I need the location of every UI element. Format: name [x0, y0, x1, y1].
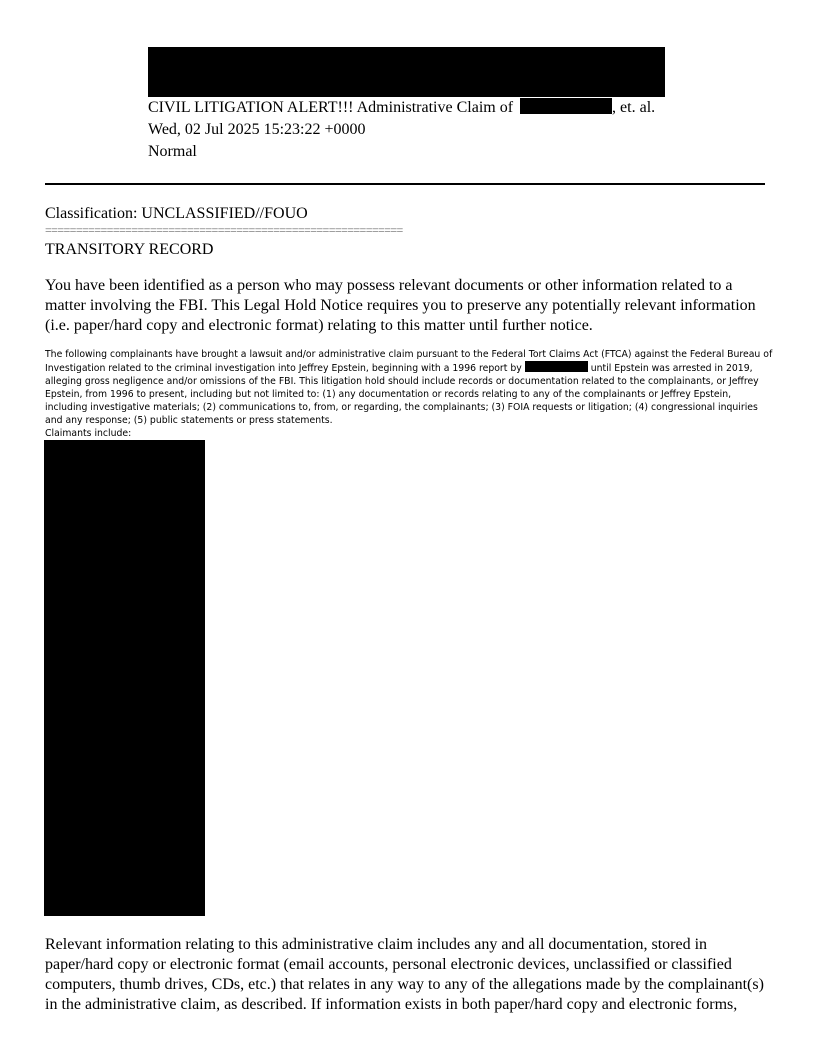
- subject-suffix: , et. al.: [612, 99, 656, 116]
- legal-hold-paragraph: You have been identified as a person who may possess relevant documents or other information related to a matter involving the FBI. This Legal Hold Notice requires you to preserve any potentially relevant information (i.e. paper/hard copy and electronic format) relating to this matter until further notice.: [45, 277, 756, 334]
- claimants-list-redaction: [44, 440, 205, 916]
- subject-value: [148, 97, 655, 119]
- subject-text: CIVIL LITIGATION ALERT!!! Administrative Claim of: [148, 99, 514, 116]
- complainants-text-end: until Epstein was arrested in 2019, alleging gross negligence and/or omissions of the FBI. This litigation hold should include records or documentation related to the complainants, or Jeffrey Epstein, from 1996 to present, including but not limited to: (1) any documentation or records relating to any of the complainants or Jeffrey Epstein, including investigative materials; (2) communications to, from, or regarding, the complainants; (3) FOIA requests or litigation; (4) congressional inquiries and any response; (5) public statements or press statements.: [45, 363, 759, 426]
- subject-redaction: [520, 98, 612, 114]
- date-value: Wed, 02 Jul 2025 15:23:22 +0000: [148, 121, 366, 138]
- claimants-label: Claimants include:: [45, 428, 132, 439]
- separator-line: ==========================================================: [45, 224, 403, 236]
- transitory-record: TRANSITORY RECORD: [45, 241, 214, 258]
- header-divider: [45, 183, 765, 185]
- from-to-redaction: [148, 47, 665, 97]
- importance-value: Normal: [148, 143, 197, 160]
- classification-line: Classification: UNCLASSIFIED//FOUO: [45, 205, 308, 222]
- reporter-redaction: [525, 361, 588, 372]
- complainants-text-start: The following complainants have brought a lawsuit and/or administrative claim pursuant to the Federal Tort Claims Act (FTCA) against the Federal Bureau of Investigation related to the criminal investigation into Jeffrey Epstein, beginning with a 1996 report by: [45, 349, 773, 374]
- relevant-information-paragraph: Relevant information relating to this administrative claim includes any and all documentation, stored in paper/hard copy or electronic format (email accounts, personal electronic devices, unclassified or classified computers, thumb drives, CDs, etc.) that relates in any way to any of the allegations made by the complainant(s) in the administrative claim, as described. If information exists in both paper/hard copy and electronic forms,: [45, 936, 764, 1013]
- complainants-paragraph: [45, 348, 775, 427]
